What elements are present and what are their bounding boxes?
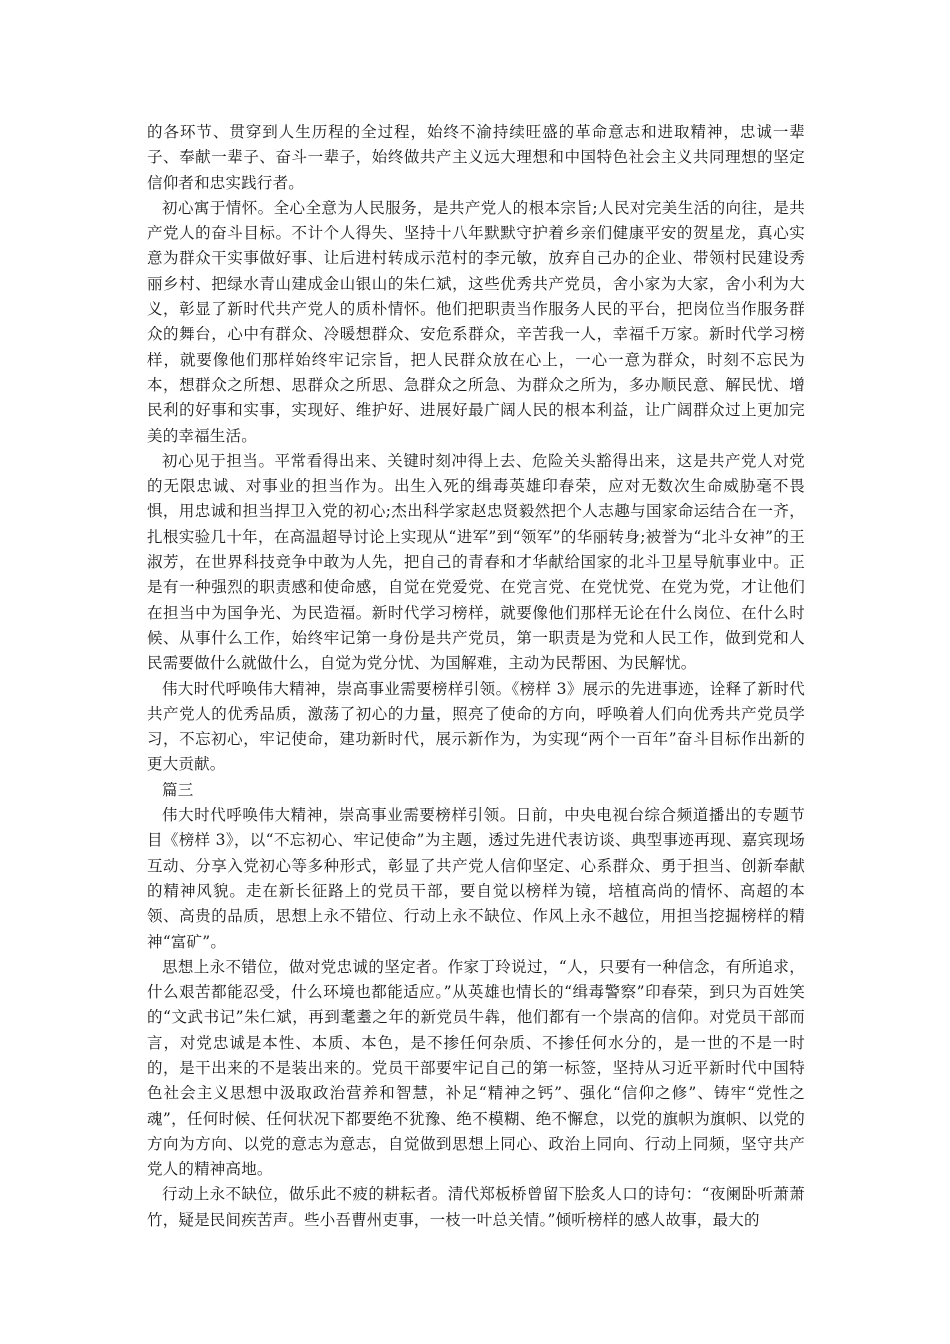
paragraph-feelings: 初心寓于情怀。全心全意为人民服务，是共产党人的根本宗旨;人民对完美生活的向往，是共产党人的奋斗目标。不计个人得失、坚持十八年默默守护着乡亲们健康平安的贺星龙，真心实意为群众干实事做好事、让后进村转成示范村的李元敏，放弃自己办的企业、带领村民建设秀丽乡村、把绿水青山建成金山银山的朱仁斌，这些优秀共产党员，舍小家为大家，舍小利为大义，彰显了新时代共产党人的质朴情怀。他们把职责当作服务人民的平台，把岗位当作服务群众的舞台，心中有群众、冷暖想群众、安危系群众，辛苦我一人，幸福千万家。新时代学习榜样，就要像他们那样始终牢记宗旨，把人民群众放在心上，一心一意为群众，时刻不忘民为本，想群众之所想、思群众之所思、急群众之所急、为群众之所为，多办顺民意、解民忧、增民利的好事和实事，实现好、维护好、进展好最广阔人民的根本利益，让广阔群众过上更加完美的幸福生活。 — [147, 198, 805, 445]
paragraph-great-era: 伟大时代呼唤伟大精神，崇高事业需要榜样引领。《榜样 3》展示的先进事迹，诠释了新时代共产党人的优秀品质，激荡了初心的力量，照亮了使命的方向，呼唤着人们向优秀共产党员学习，不忘初心，牢记使命，建功新时代，展示新作为，为实现“两个一百年”奋斗目标作出新的更大贡献。 — [147, 679, 805, 774]
section-heading-part-three: 篇三 — [162, 780, 194, 799]
paragraph-action: 行动上永不缺位，做乐此不疲的耕耘者。清代郑板桥曾留下脍炙人口的诗句：“夜阑卧听萧萧竹，疑是民间疾苦声。些小吾曹州吏事，一枝一叶总关情。”倾听榜样的感人故事，最大的 — [147, 1185, 805, 1229]
document-page — [147, 120, 805, 1233]
paragraph-part-three-intro: 伟大时代呼唤伟大精神，崇高事业需要榜样引领。日前，中央电视台综合频道播出的专题节目《榜样 3》，以“不忘初心、牢记使命”为主题，透过先进代表访谈、典型事迹再现、嘉宾现场互动、分享入党初心等多种形式，彰显了共产党人信仰坚定、心系群众、勇于担当、创新奉献的精神风貌。走在新长征路上的党员干部，要自觉以榜样为镜，培植高尚的情怀、高超的本领、高贵的品质，思想上永不错位、行动上永不缺位、作风上永不越位，用担当挖掘榜样的精神“富矿”。 — [147, 806, 805, 951]
paragraph-responsibility: 初心见于担当。平常看得出来、关键时刻冲得上去、危险关头豁得出来，这是共产党人对党的无限忠诚、对事业的担当作为。出生入死的缉毒英雄印春荣，应对无数次生命威胁毫不畏惧，用忠诚和担当捍卫入党的初心;杰出科学家赵忠贤毅然把个人志趣与国家命运结合在一齐，扎根实验几十年，在高温超导讨论上实现从“进军”到“领军”的华丽转身;被誉为“北斗女神”的王淑芳，在世界科技竞争中敢为人先，把自己的青春和才华献给国家的北斗卫星导航事业中。正是有一种强烈的职责感和使命感，自觉在党爱党、在党言党、在党忧党、在党为党，才让他们在担当中为国争光、为民造福。新时代学习榜样，就要像他们那样无论在什么岗位、在什么时候、从事什么工作，始终牢记第一身份是共产党员，第一职责是为党和人民工作，做到党和人民需要做什么就做什么，自觉为党分忧、为国解难，主动为民帮困、为民解忧。 — [147, 451, 805, 673]
paragraph-thought: 思想上永不错位，做对党忠诚的坚定者。作家丁玲说过，“人，只要有一种信念，有所追求，什么艰苦都能忍受，什么环境也都能适应。”从英雄也情长的“缉毒警察”印春荣，到只为百姓笑的“文武书记”朱仁斌，再到耄耋之年的新党员牛犇，他们都有一个崇高的信仰。对党员干部而言，对党忠诚是本性、本质、本色，是不掺任何杂质、不掺任何水分的，是一世的不是一时的，是干出来的不是装出来的。党员干部要牢记自己的第一标签，坚持从习近平新时代中国特色社会主义思想中汲取政治营养和智慧，补足“精神之钙”、强化“信仰之修”、铸牢“党性之魂”，任何时候、任何状况下都要绝不犹豫、绝不模糊、绝不懈怠，以党的旗帜为旗帜、以党的方向为方向、以党的意志为意志，自觉做到思想上同心、政治上同向、行动上同频，坚守共产党人的精神高地。 — [147, 957, 805, 1179]
paragraph-continuation: 的各环节、贯穿到人生历程的全过程，始终不渝持续旺盛的革命意志和进取精神，忠诚一辈子、奉献一辈子、奋斗一辈子，始终做共产主义远大理想和中国特色社会主义共同理想的坚定信仰者和忠实践行者。 — [147, 123, 805, 192]
